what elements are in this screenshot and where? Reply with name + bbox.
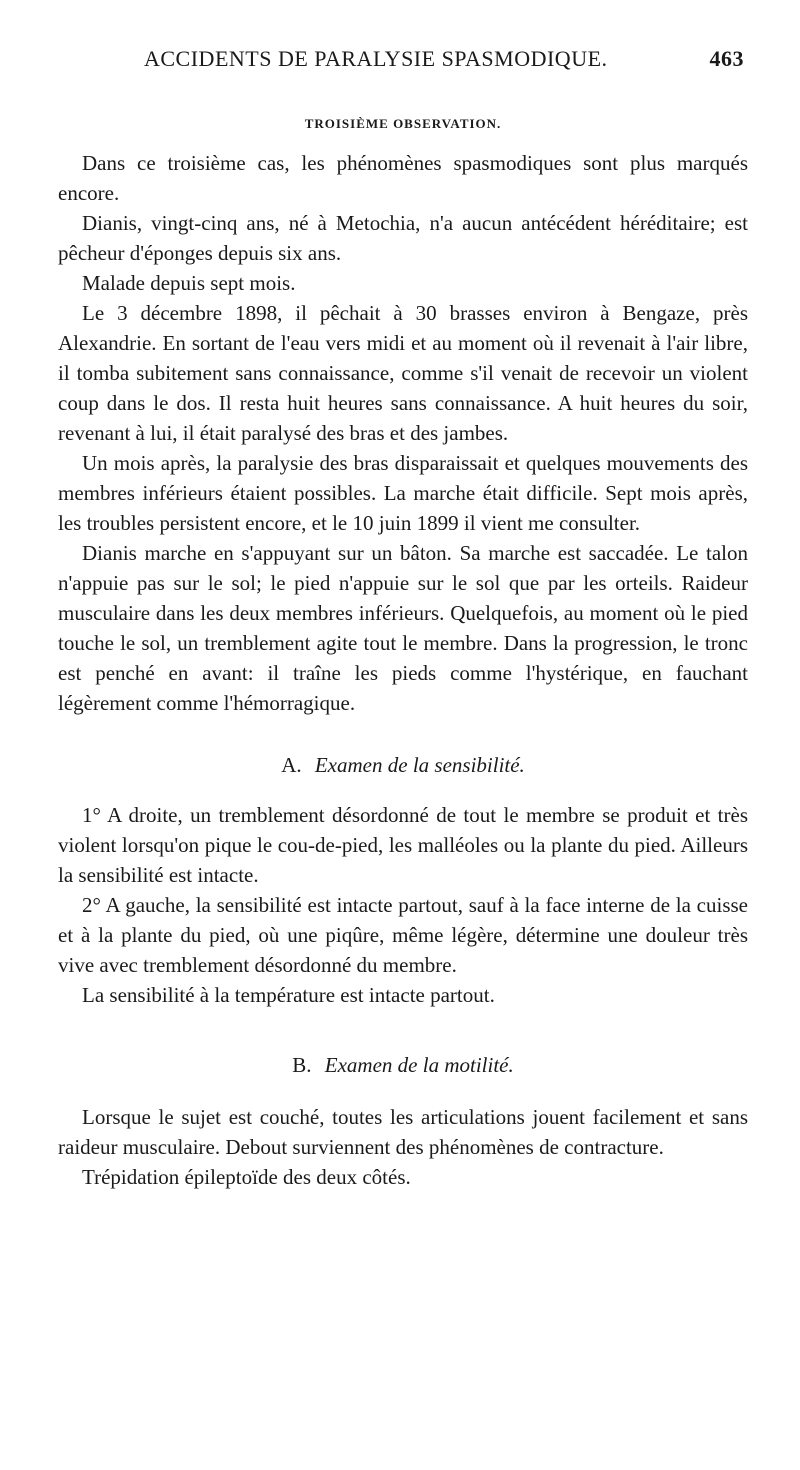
paragraph: Trépidation épileptoïde des deux côtés. [82, 1165, 411, 1189]
section-title: Examen de la sensibilité. [314, 753, 525, 777]
section-heading-a [58, 750, 748, 780]
page [58, 46, 748, 1192]
section-letter: A. [281, 753, 302, 777]
paragraph: Dans ce troisième cas, les phénomènes spasmodiques sont plus marqués encore. [58, 151, 748, 205]
paragraph: 2° A gauche, la sensibilité est intacte partout, sauf à la face interne de la cuisse et à la plante du pied, où une piqûre, même légère, détermine une douleur très vive avec tremblement désordonné du membre. [58, 893, 748, 977]
paragraph: Le 3 décembre 1898, il pêchait à 30 brasses environ à Bengaze, près Alexandrie. En sortant de l'eau vers midi et au moment où il revenait à l'air libre, il tomba subitement sans connaissance, comme s'il venait de recevoir un violent coup dans le dos. Il resta huit heures sans connaissance. A huit heures du soir, revenant à lui, il était paralysé des bras et des jambes. [58, 301, 748, 445]
paragraph: Lorsque le sujet est couché, toutes les articulations jouent facilement et sans raideur musculaire. Debout surviennent des phénomènes de contracture. [58, 1105, 748, 1159]
paragraph: Malade depuis sept mois. [82, 271, 296, 295]
section-heading-b [58, 1050, 748, 1080]
paragraph: Dianis marche en s'appuyant sur un bâton. Sa marche est saccadée. Le talon n'appuie pas sur le sol; le pied n'appuie sur le sol que par les orteils. Raideur musculaire dans les deux membres inférieurs. Quelquefois, au moment où le pied touche le sol, un tremblement agite tout le membre. Dans la progression, le tronc est penché en avant: il traîne les pieds comme l'hystérique, en fauchant légèrement comme l'hémorragique. [58, 541, 748, 715]
running-title: ACCIDENTS DE PARALYSIE SPASMODIQUE. [144, 46, 608, 71]
paragraph: Un mois après, la paralysie des bras disparaissait et quelques mouvements des membres inférieurs étaient possibles. La marche était difficile. Sept mois après, les troubles persistent encore, et le 10 juin 1899 il vient me consulter. [58, 451, 748, 535]
paragraph: Dianis, vingt-cinq ans, né à Metochia, n'a aucun antécédent héréditaire; est pêcheur d'éponges depuis six ans. [58, 211, 748, 265]
section-title: Examen de la motilité. [324, 1053, 514, 1077]
section-letter: B. [292, 1053, 312, 1077]
running-head [58, 46, 748, 80]
paragraph: 1° A droite, un tremblement désordonné de tout le membre se produit et très violent lorsqu'on pique le cou-de-pied, les malléoles ou la plante du pied. Ailleurs la sensibilité est intacte. [58, 803, 748, 887]
page-number: 463 [709, 46, 744, 71]
observation-title: TROISIÈME OBSERVATION. [304, 116, 502, 131]
paragraph: La sensibilité à la température est intacte partout. [82, 983, 495, 1007]
